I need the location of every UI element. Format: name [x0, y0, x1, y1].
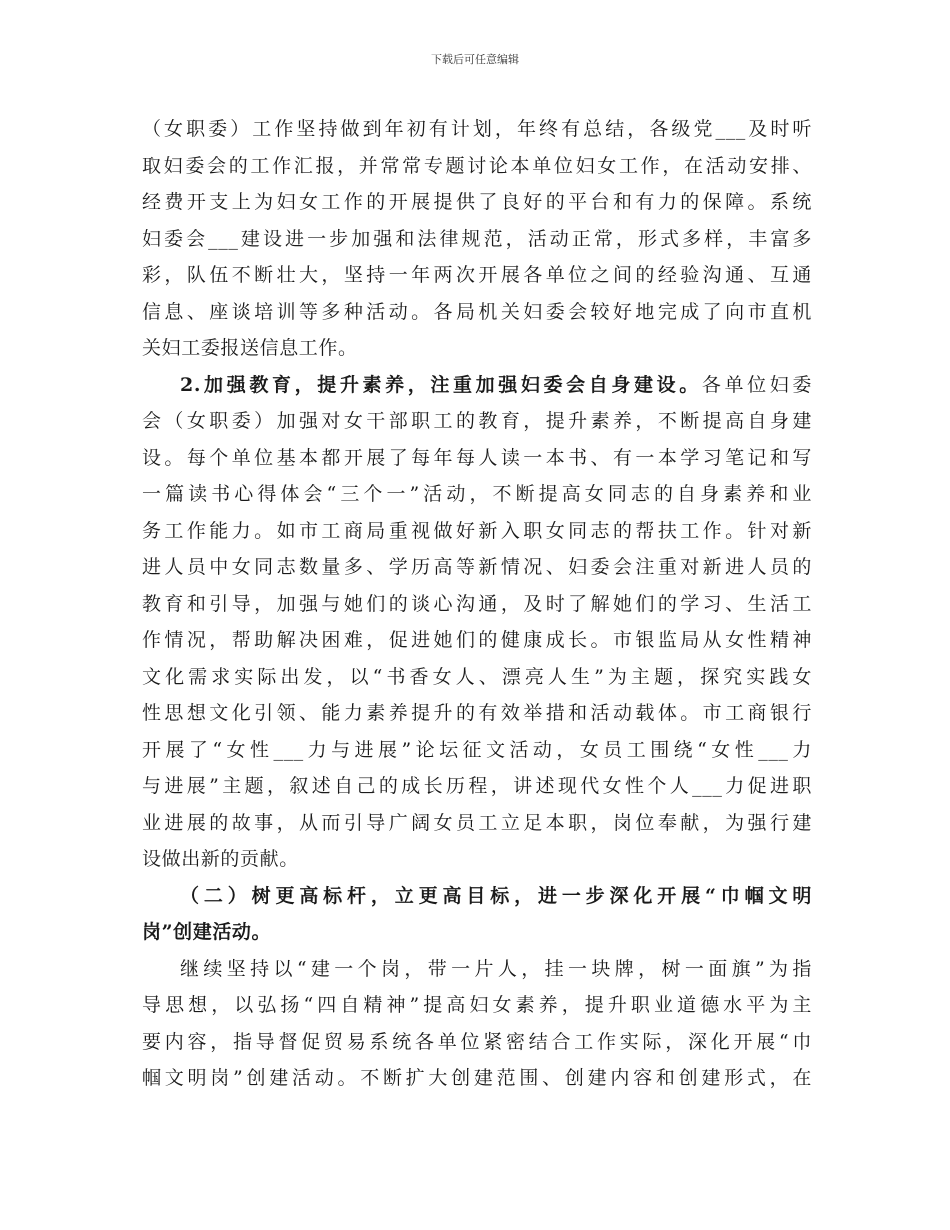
- text-line: 信息、座谈培训等多种活动。各局机关妇委会较好地完成了向市直机: [142, 300, 812, 323]
- document-body: [142, 111, 812, 1097]
- text-line: 设。每个单位基本都开展了每年每人读一本书、有一本学习笔记和写: [142, 446, 812, 469]
- text-line: 文化需求实际出发，以“书香女人、漂亮人生”为主题，探究实践女: [142, 665, 812, 688]
- text-line: 设做出新的贡献。: [142, 848, 299, 870]
- text-line: 与进展”主题，叙述自己的成长历程，讲述现代女性个人___力促进职: [142, 775, 812, 797]
- text-line: 性思想文化引领、能力素养提升的有效举措和活动载体。市工商银行: [142, 702, 812, 724]
- text-line: 开展了“女性___力与进展”论坛征文活动，女员工围绕“女性___力: [142, 738, 812, 761]
- text-line: 关妇工委报送信息工作。: [142, 337, 358, 359]
- page-header: 下载后可任意编辑: [431, 53, 519, 66]
- text-line: 妇委会___建设进一步加强和法律规范，活动正常，形式多样，丰富多: [142, 227, 812, 250]
- text-line: 彩，队伍不断壮大，坚持一年两次开展各单位之间的经验沟通、互通: [142, 264, 812, 286]
- heading-continuation: 各单位妇委: [701, 373, 812, 396]
- text-line: 帼文明岗”创建活动。不断扩大创建范围、创建内容和创建形式，在: [142, 1067, 812, 1089]
- text-line: 取妇委会的工作汇报，并常常专题讨论本单位妇女工作，在活动安排、: [142, 154, 812, 177]
- text-line-first: [142, 367, 812, 404]
- text-line: 导思想，以弘扬“四自精神”提高妇女素养，提升职业道德水平为主: [142, 994, 812, 1016]
- paragraph-2: [142, 367, 812, 878]
- text-line: 一篇读书心得体会“三个一”活动，不断提高女同志的自身素养和业: [142, 483, 812, 505]
- paragraph-heading: 2.加强教育，提升素养，注重加强妇委会自身建设。: [180, 373, 702, 396]
- text-line: 业进展的故事，从而引导广阔女员工立足本职，岗位奉献，为强行建: [142, 811, 812, 834]
- text-line: 作情况，帮助解决困难，促进她们的健康成长。市银监局从女性精神: [142, 629, 812, 651]
- text-line: 会（女职委）加强对女干部职工的教育，提升素养，不断提高自身建: [142, 410, 812, 432]
- paragraph-1: [142, 111, 812, 367]
- text-line: 经费开支上为妇女工作的开展提供了良好的平台和有力的保障。系统: [142, 191, 812, 213]
- text-line: 进人员中女同志数量多、学历高等新情况、妇委会注重对新进人员的: [142, 556, 812, 578]
- paragraph-3: [142, 951, 812, 1097]
- text-line: 教育和引导，加强与她们的谈心沟通，及时了解她们的学习、生活工: [142, 592, 812, 615]
- heading-line: 岗”创建活动。: [142, 921, 272, 943]
- text-line: 务工作能力。如市工商局重视做好新入职女同志的帮扶工作。针对新: [142, 519, 812, 542]
- heading-line: （二）树更高标杆，立更高目标，进一步深化开展“巾帼文明: [180, 884, 812, 907]
- text-line: 要内容，指导督促贸易系统各单位紧密结合工作实际，深化开展“巾: [142, 1030, 812, 1053]
- text-line: （女职委）工作坚持做到年初有计划，年终有总结，各级党___及时听: [142, 118, 812, 140]
- section-heading: [142, 878, 812, 951]
- text-line: 继续坚持以“建一个岗，带一片人，挂一块牌，树一面旗”为指: [180, 957, 812, 980]
